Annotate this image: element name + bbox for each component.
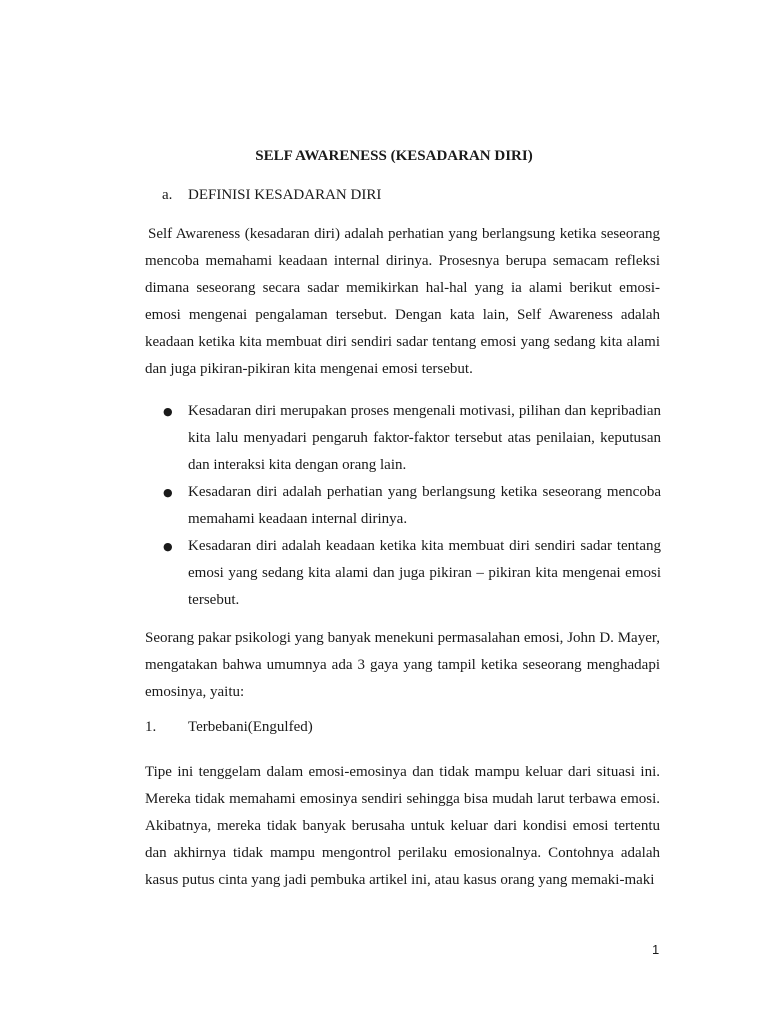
list-item	[163, 533, 661, 614]
section-heading-definisi	[162, 187, 381, 204]
numbered-label: Terbebani(Engulfed)	[188, 719, 313, 735]
bullet-icon: ●	[163, 405, 173, 418]
section-label: DEFINISI KESADARAN DIRI	[188, 187, 382, 203]
list-item	[163, 479, 661, 533]
list-item	[163, 398, 661, 479]
bullet-text: Kesadaran diri adalah keadaan ketika kita membuat diri sendiri sadar tentang emosi yang sedang kita alami dan juga pikiran – pikiran kita mengenai emosi tersebut.	[188, 538, 661, 608]
bullet-text: Kesadaran diri merupakan proses mengenali motivasi, pilihan dan kepribadian kita lalu menyadari pengaruh faktor-faktor tersebut atas penilaian, keputusan dan interaksi kita dengan orang lain.	[188, 403, 661, 473]
paragraph-definition: Self Awareness (kesadaran diri) adalah perhatian yang berlangsung ketika seseorang mencoba memahami keadaan internal dirinya. Prosesnya berupa semacam refleksi dimana seseorang secara sadar memikirkan hal-hal yang ia alami berikut emosi-emosi mengenai pengalaman tersebut. Dengan kata lain, Self Awareness adalah keadaan ketika kita membuat diri sendiri sadar tentang emosi yang sedang kita alami dan juga pikiran-pikiran kita mengenai emosi tersebut.	[145, 226, 660, 377]
bullet-icon: ●	[163, 486, 173, 499]
bullet-icon: ●	[163, 540, 173, 553]
numbered-marker: 1.	[145, 719, 157, 735]
bullet-text: Kesadaran diri adalah perhatian yang berlangsung ketika seseorang mencoba memahami keadaan internal dirinya.	[188, 484, 661, 527]
paragraph-mayer: Seorang pakar psikologi yang banyak menekuni permasalahan emosi, John D. Mayer, mengatakan bahwa umumnya ada 3 gaya yang tampil ketika seseorang menghadapi emosinya, yaitu:	[145, 630, 660, 700]
numbered-heading-engulfed	[145, 719, 313, 736]
paragraph-engulfed: Tipe ini tenggelam dalam emosi-emosinya dan tidak mampu keluar dari situasi ini. Mereka tidak memahami emosinya sendiri sehingga bisa mudah larut terbawa emosi. Akibatnya, mereka tidak banyak berusaha untuk keluar dari kondisi emosi tertentu dan akhirnya tidak mampu mengontrol perilaku emosionalnya. Contohnya adalah kasus putus cinta yang jadi pembuka artikel ini, atau kasus orang yang memaki-maki	[145, 764, 660, 888]
section-marker: a.	[162, 187, 173, 203]
document-title: SELF AWARENESS (KESADARAN DIRI)	[255, 148, 533, 164]
page-number: 1	[652, 942, 660, 957]
bullet-list	[163, 398, 661, 614]
